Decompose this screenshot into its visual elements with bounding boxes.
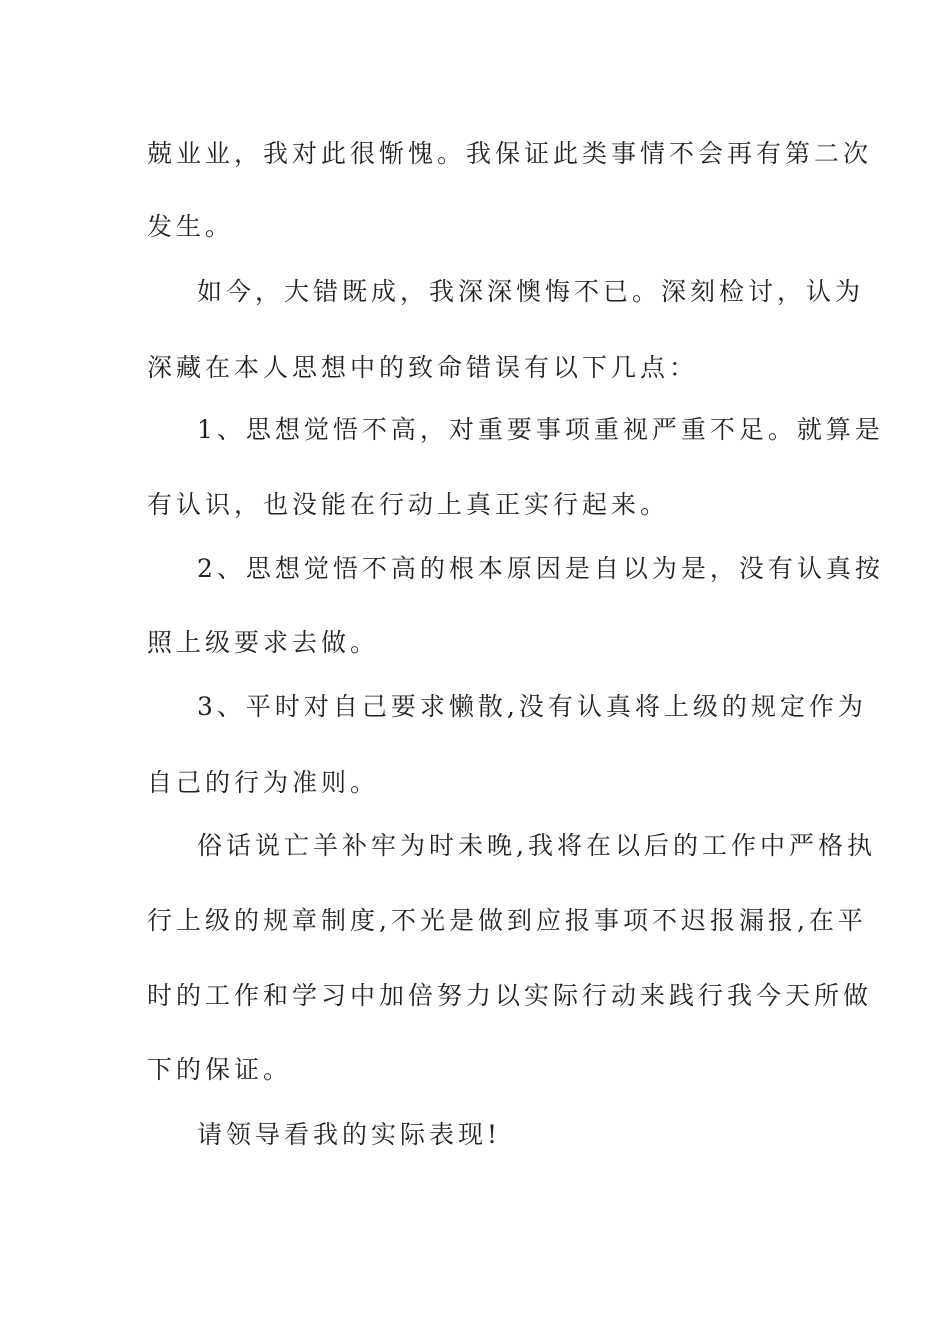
text-line: 深藏在本人思想中的致命错误有以下几点： xyxy=(147,353,699,382)
text-line: 发生。 xyxy=(147,212,235,241)
text-line: 照上级要求去做。 xyxy=(147,628,380,657)
text-line: 兢业业，我对此很惭愧。我保证此类事情不会再有第二次 xyxy=(147,139,873,168)
paragraph-start-line: 如今，大错既成，我深深懊悔不已。深刻检讨，认为 xyxy=(197,277,865,306)
text-line: 有认识，也没能在行动上真正实行起来。 xyxy=(147,490,670,519)
text-line: 自己的行为准则。 xyxy=(147,768,380,797)
text-line: 行上级的规章制度,不光是做到应报事项不迟报漏报,在平 xyxy=(147,906,867,935)
list-item-2-line: 2、思想觉悟不高的根本原因是自以为是，没有认真按 xyxy=(197,554,884,583)
closing-line: 请领导看我的实际表现! xyxy=(197,1120,502,1149)
list-item-1-line: 1、思想觉悟不高，对重要事项重视严重不足。就算是 xyxy=(197,415,884,444)
text-line: 下的保证。 xyxy=(147,1055,293,1084)
list-item-3-line: 3、平时对自己要求懒散,没有认真将上级的规定作为 xyxy=(197,692,867,721)
text-line: 时的工作和学习中加倍努力以实际行动来践行我今天所做 xyxy=(147,981,873,1010)
paragraph-start-line: 俗话说亡羊补牢为时未晚,我将在以后的工作中严格执 xyxy=(197,831,876,860)
